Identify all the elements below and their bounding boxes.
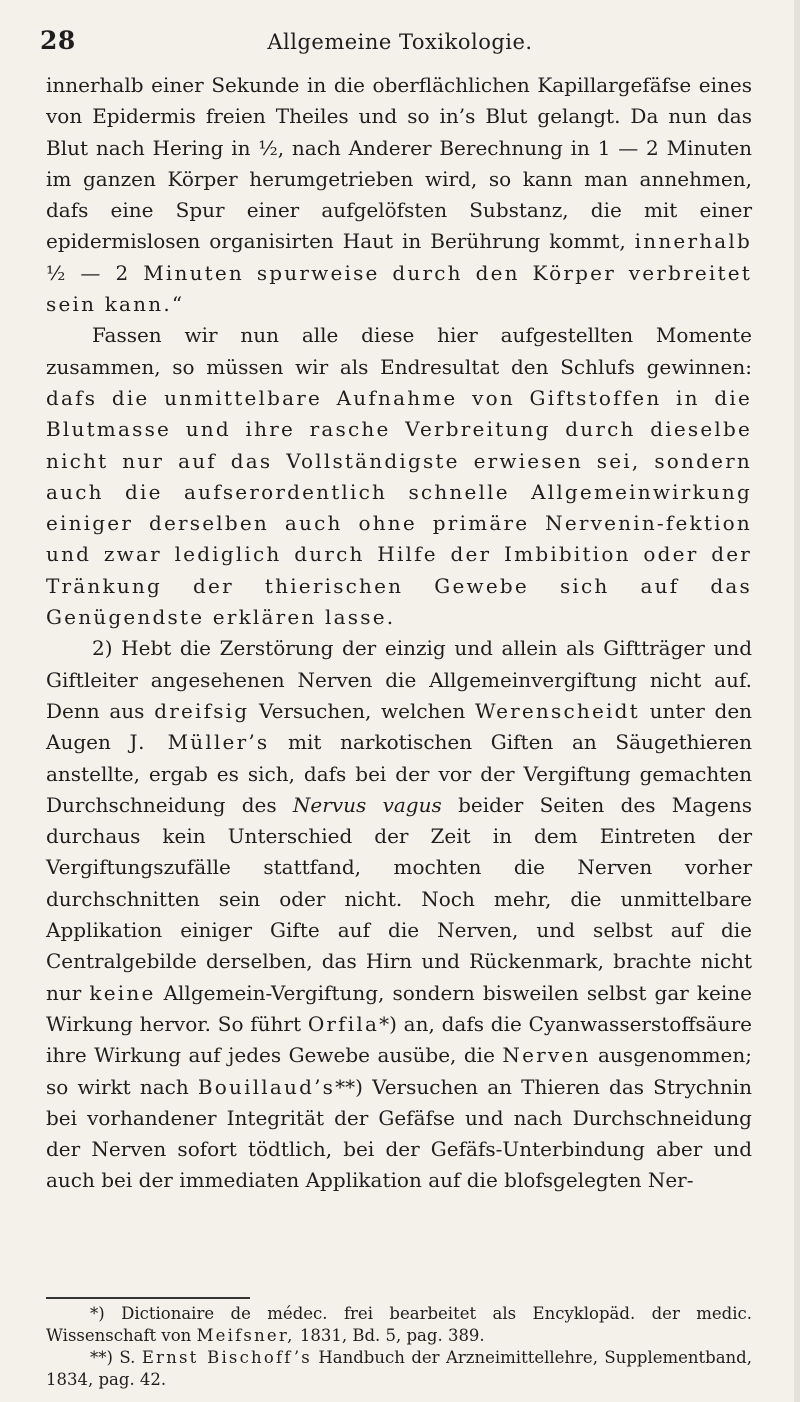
page-number: 28 [40,26,76,55]
body-text [46,70,752,1197]
person-name: Bouillaud’s [197,1074,336,1099]
italic-term: Nervus vagus [292,792,442,817]
person-name: Meifsner, [196,1326,295,1345]
paragraph-3: 2) Hebt die Zerstörung der einzig und allein als Giftträger und Giftleiter angesehenen Nerven die Allgemeinvergiftung nicht auf. Denn aus dreifsig Versuchen, welchen Werenscheidt unter den Augen J. Müller’s mit narkotischen Giften an Säugethieren anstellte, ergab es sich, dafs bei der vor der Vergiftung gemachten Durchschneidung des Nervus vagus beider Seiten des Magens durchaus kein Unterschied der Zeit in dem Eintreten der Vergiftungszufälle stattfand, mochten die Nerven vorher durchschnitten sein oder nicht. Noch mehr, die unmittelbare Applikation einiger Gifte auf die Nerven, und selbst auf die Centralgebilde derselben, das Hirn und Rückenmark, brachte nicht nur keine Allgemein-Vergiftung, sondern bisweilen selbst gar keine Wirkung hervor. So führt Orfila*) an, dafs die Cyanwasserstoffsäure ihre Wirkung auf jedes Gewebe ausübe, die Nerven ausgenommen; so wirkt nach Bouillaud’s**) Versuchen an Thieren das Strychnin bei vorhandener Integrität der Gefäfse und nach Durchschneidung der Nerven sofort tödtlich, bei der Gefäfs-Unterbindung aber und auch bei der immediaten Applikation auf die blofsgelegten Ner- [46,636,753,1193]
emphasis: innerhalb ½ — 2 Minuten spurweise durch den Körper verbreitet sein kann.“ [46,229,753,317]
emphasis: keine [89,980,156,1005]
running-head: Allgemeine Toxikologie. [267,30,533,54]
person-name: Ernst Bischoff’s [141,1348,312,1367]
footnotes [46,1303,752,1391]
footnote-1: *) Dictionaire de médec. frei bearbeitet als Encyklopäd. der medic. Wissenschaft von Meifsner, 1831, Bd. 5, pag. 389. [46,1304,752,1345]
paragraph-1: innerhalb einer Sekunde in die oberflächlichen Kapillargefäfse eines von Epidermis freien Theiles und so in’s Blut gelangt. Da nun das Blut nach Hering in ½, nach Anderer Berechnung in 1 — 2 Minuten im ganzen Körper herumgetrieben wird, so kann man annehmen, dafs eine Spur einer aufgelöfsten Substanz, die mit einer epidermislosen organisirten Haut in Berührung kommt, innerhalb ½ — 2 Minuten spurweise durch den Körper verbreitet sein kann.“ [46,73,753,317]
emphasis: dafs die unmittelbare Aufnahme von Giftstoffen in die Blutmasse und ihre rasche Verbreitung durch dieselbe nicht nur auf das Vollständigste erwiesen sei, sondern auch die aufserordentlich schnelle Allgemeinwirkung einiger derselben auch ohne primäre Nervenin-fektion und zwar lediglich durch Hilfe der Imbibition oder der Tränkung der thierischen Gewebe sich auf das Genügendste erklären lasse. [46,385,752,630]
person-name: Werenscheidt [474,698,640,723]
emphasis: Nerven [502,1043,591,1068]
person-name: J. Müller’s [129,730,270,755]
footnote-divider [46,1297,250,1299]
person-name: Orfila [307,1011,380,1036]
page-header [0,26,800,62]
paragraph-2: Fassen wir nun alle diese hier aufgestellten Momente zusammen, so müssen wir als Endresultat den Schlufs gewinnen: dafs die unmittelbare Aufnahme von Giftstoffen in die Blutmasse und ihre rasche Verbreitung durch dieselbe nicht nur auf das Vollständigste erwiesen sei, sondern auch die aufserordentlich schnelle Allgemeinwirkung einiger derselben auch ohne primäre Nervenin-fektion und zwar lediglich durch Hilfe der Imbibition oder der Tränkung der thierischen Gewebe sich auf das Genügendste erklären lasse. [46,323,752,630]
page-edge [794,0,800,1402]
footnote-2: **) S. Ernst Bischoff’s Handbuch der Arzneimittellehre, Supplementband, 1834, pag. 42. [46,1348,752,1389]
emphasis: dreifsig [154,698,250,723]
